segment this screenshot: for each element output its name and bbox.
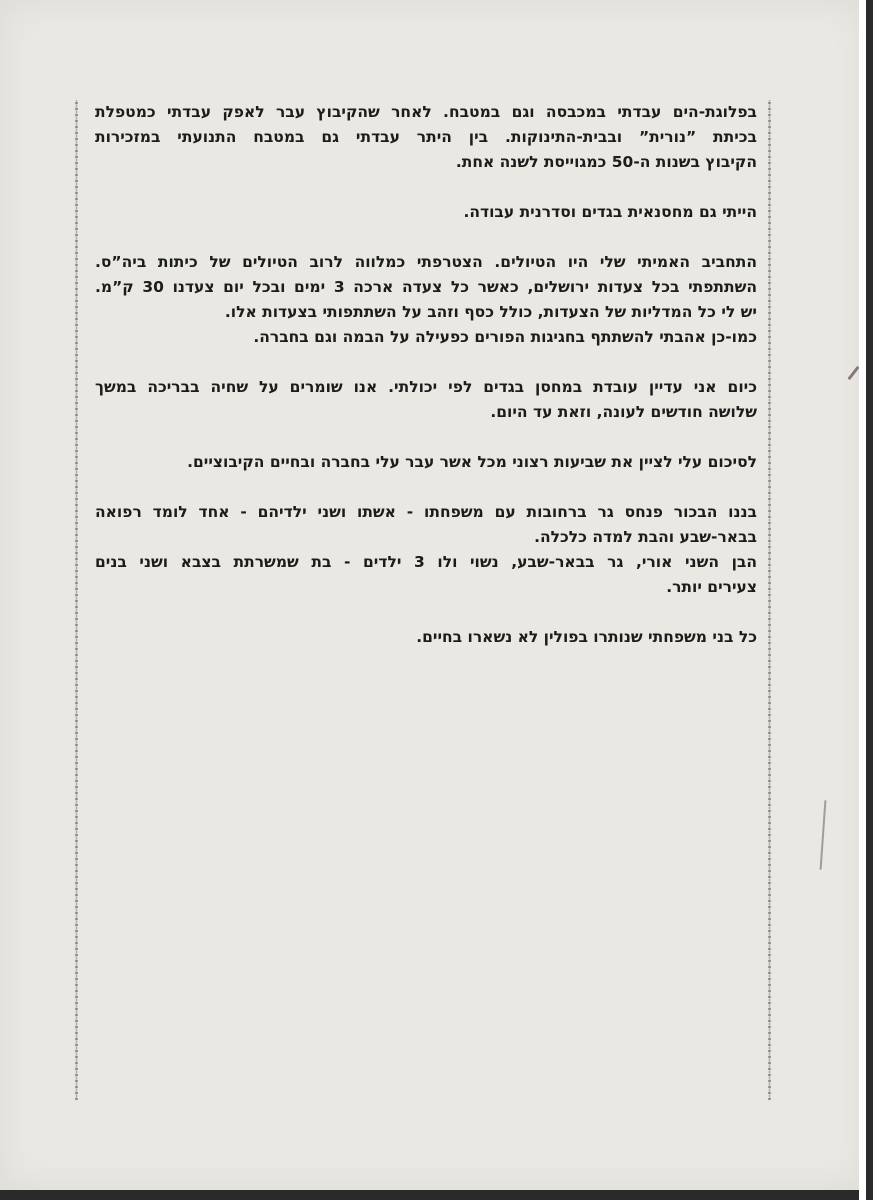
text-line: שלושה חודשים לעונה, וזאת עד היום. <box>490 403 757 421</box>
text-line: התחביב האמיתי שלי היו הטיולים. הצטרפתי כמלווה לרוב הטיולים של כיתות ביה”ס. <box>95 253 757 271</box>
paragraph-hobbies <box>95 250 757 350</box>
left-dotted-border <box>73 100 80 1100</box>
right-dotted-border <box>766 100 773 1100</box>
pen-mark <box>847 366 859 380</box>
text-line: הייתי גם מחסנאית בגדים וסדרנית עבודה. <box>463 203 757 221</box>
pen-mark <box>820 800 827 870</box>
paragraph-children <box>95 500 757 600</box>
document-body <box>95 100 757 675</box>
text-line: השתתפתי בכל צעדות ירושלים, כאשר כל צעדה ארכה 3 ימים ובכל יום צעדנו 30 ק”מ. <box>95 278 757 296</box>
text-line: בכיתת ”נורית” ובבית-התינוקות. בין היתר עבדתי גם במטבח התנועתי במזכירות <box>95 128 757 146</box>
text-line: כל בני משפחתי שנותרו בפולין לא נשארו בחיים. <box>416 628 757 646</box>
paragraph-today <box>95 375 757 425</box>
paragraph-storekeeper <box>95 200 757 225</box>
text-line: בפלוגת-הים עבדתי במכבסה וגם במטבח. לאחר שהקיבוץ עבר לאפק עבדתי כמטפלת <box>95 103 757 121</box>
text-line: צעירים יותר. <box>666 578 757 596</box>
text-line: הבן השני אורי, גר בבאר-שבע, נשוי ולו 3 ילדים - בת שמשרתת בצבא ושני בנים <box>95 553 757 571</box>
text-line: לסיכום עלי לציין את שביעות רצוני מכל אשר עבר עלי בחברה ובחיים הקיבוציים. <box>187 453 757 471</box>
paragraph-family-poland <box>95 625 757 650</box>
text-line: בננו הבכור פנחס גר ברחובות עם משפחתו - אשתו ושני ילדיהם - אחד לומד רפואה <box>95 503 757 521</box>
text-line: בבאר-שבע והבת למדה כלכלה. <box>534 528 757 546</box>
paragraph-summary <box>95 450 757 475</box>
paragraph-work <box>95 100 757 175</box>
text-line: כמו-כן אהבתי להשתתף בחגיגות הפורים כפעילה על הבמה וגם בחברה. <box>253 328 757 346</box>
text-line: כיום אני עדיין עובדת במחסן בגדים לפי יכולתי. אנו שומרים על שחיה בבריכה במשך <box>95 378 757 396</box>
text-line: הקיבוץ בשנות ה-50 כמגוייסת לשנה אחת. <box>455 153 757 171</box>
text-line: יש לי כל המדליות של הצעדות, כולל כסף וזהב על השתתפותי בצעדות אלו. <box>224 303 757 321</box>
